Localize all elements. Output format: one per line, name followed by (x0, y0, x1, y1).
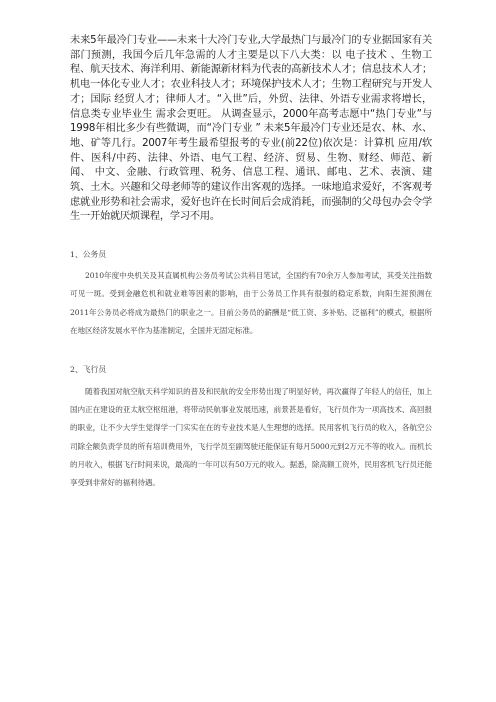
section-body-civil-servant: 2010年度中央机关及其直属机构公务员考试公共科目笔试，全国约有70余万人参加考试，其受关注指数可见一斑。受到金融危机和就业难等因素的影响，由于公务员工作具有很强的稳定系数，向阳生涯预测在2011年公务员必将成为最热门的职业之一。目前公务员的薪酬是“低工资、多补贴、泛福利”的模式，根据所在地区经济发展水平作为基准制定，全国并无固定标准。 (70, 271, 432, 335)
section-heading-pilot: 2、飞行员 (70, 364, 107, 374)
section-body-pilot: 随着我国对航空航天科学知识的普及和民航的安全形势出现了明显好转，再次赢得了年轻人的信任，加上国内正在建设的亚太航空枢纽港，将带动民航事业发展迅速，前景甚是看好，飞行员作为一项高技术、高回报的职业，让不少大学生觉得学一门实实在在的专业技术是人生理想的选择。民用客机飞行员的收入，各航空公司除全额负责学员的所有培训费用外，飞行学员至副驾驶还能保证有每月5000元到2万元不等的收入。而机长的月收入，根据飞行时间来说，最高的一年可以有50万元的收入。据悉，除高额工资外，民用客机飞行员还能享受到非常好的福利待遇。 (70, 386, 432, 487)
intro-paragraph: 未来5年最冷门专业——未来十大冷门专业,大学最热门与最冷门的专业据国家有关部门预测，我国今后几年急需的人才主要是以下八大类：以 电子技术 、生物工程、航天技术、海洋利用、新能源新材料为代表的高新技术人才；信息技术人才； 机电一体化专业人才；农业科技人才；环境保护技术人才；生物工程研究与开发人才；国际 经贸人才；律师人才。“入世”后，外贸、法律、外语专业需求将增长，信息类专业毕业生 需求会更旺。 从调查显示，2000年高考志愿中“热门专业”与1998年相比多少有些微调，而“冷门专业 ” 未来5年最冷门专业还是农、林、水、地、矿等几行。2007年考生最希望报考的专业(前22位)依次是：计算机 应用/软件、医科/中药、法律、外语、电气工程、经济、贸易、生物、财经、师范、新闻、 中文、金融、行政管理、税务、信息工程、通讯、邮电、艺术、表演、建筑、土木。兴趣和父母老师等的建议作出客观的选择。一味地追求爱好，不客观考虑就业形势和社会需求，爱好也许在长时间后会成消耗，而强制的父母包办会令学生一开始就厌烦课程，学习不用。 (70, 35, 432, 223)
document-page (70, 34, 432, 492)
section-heading-civil-servant: 1、公务员 (70, 250, 107, 260)
